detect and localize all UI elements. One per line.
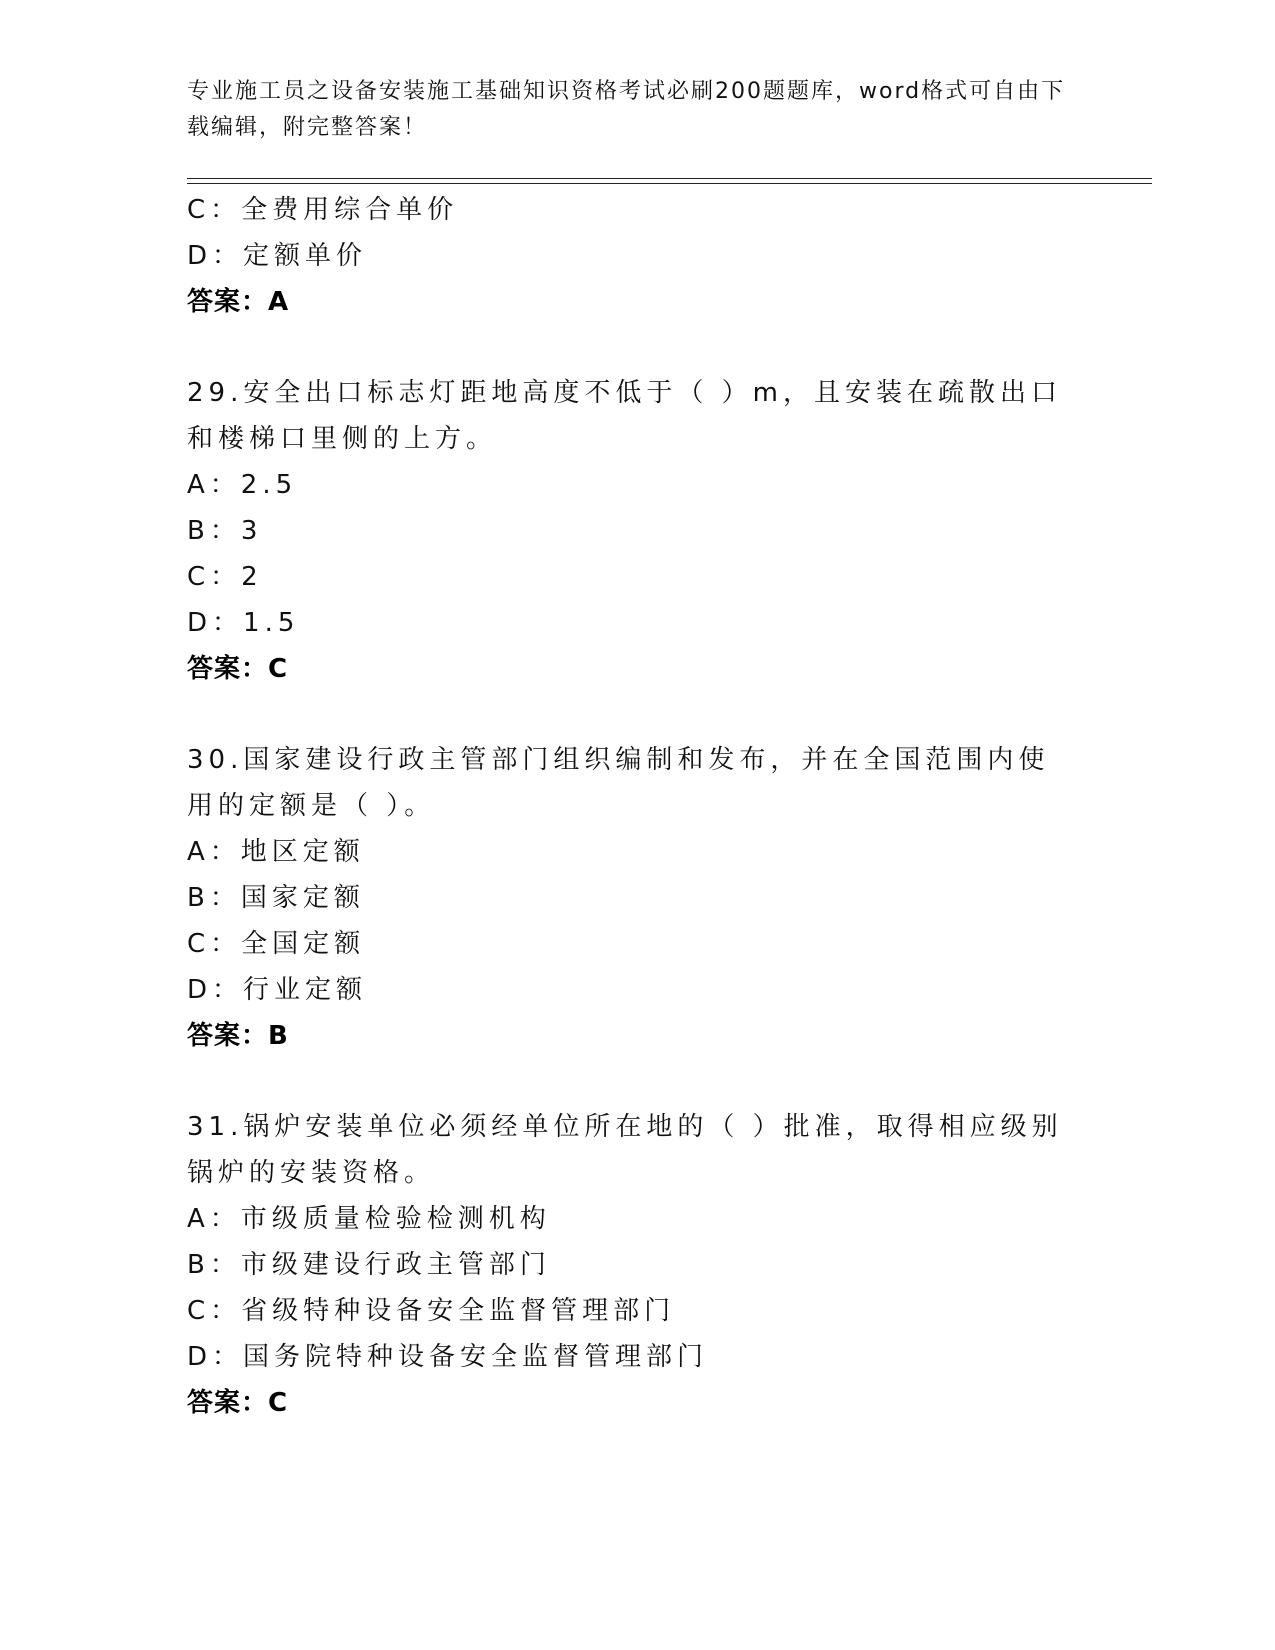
question-28-continued	[187, 187, 1087, 325]
option-a: A：地区定额	[187, 837, 365, 867]
option-d: D：行业定额	[187, 975, 368, 1005]
spacer	[187, 325, 1087, 370]
answer-line: 答案：A	[187, 287, 290, 317]
question-31	[187, 1104, 1087, 1426]
option-c: C：省级特种设备安全监督管理部门	[187, 1296, 676, 1326]
answer-line: 答案：C	[187, 1388, 289, 1418]
option-c: C：全国定额	[187, 929, 366, 959]
answer-line: 答案：C	[187, 654, 289, 684]
option-d: D：定额单价	[187, 241, 368, 271]
option-b: B：市级建设行政主管部门	[187, 1250, 551, 1280]
option-b: B：3	[187, 516, 263, 546]
header-divider-bottom	[187, 183, 1152, 184]
answer-line: 答案：B	[187, 1021, 289, 1051]
option-a: A：2.5	[187, 470, 298, 500]
option-d: D：1.5	[187, 608, 300, 638]
spacer	[187, 692, 1087, 737]
option-a: A：市级质量检验检测机构	[187, 1204, 551, 1234]
document-header: 专业施工员之设备安装施工基础知识资格考试必刷200题题库，word格式可自由下载编辑，附完整答案！	[187, 79, 1066, 140]
option-b: B：国家定额	[187, 883, 365, 913]
option-c: C：2	[187, 562, 263, 592]
spacer	[187, 1059, 1087, 1104]
question-30	[187, 737, 1087, 1059]
question-text: 31.锅炉安装单位必须经单位所在地的（ ）批准，取得相应级别锅炉的安装资格。	[187, 1112, 1063, 1188]
question-text: 29.安全出口标志灯距地高度不低于（ ）m，且安装在疏散出口和楼梯口里侧的上方。	[187, 378, 1062, 454]
option-c: C：全费用综合单价	[187, 195, 459, 225]
header-divider-top	[187, 178, 1152, 179]
question-list	[187, 187, 1087, 1426]
option-d: D：国务院特种设备安全监督管理部门	[187, 1342, 709, 1372]
question-text: 30.国家建设行政主管部门组织编制和发布，并在全国范围内使用的定额是（ ）。	[187, 745, 1050, 821]
question-29	[187, 370, 1087, 692]
